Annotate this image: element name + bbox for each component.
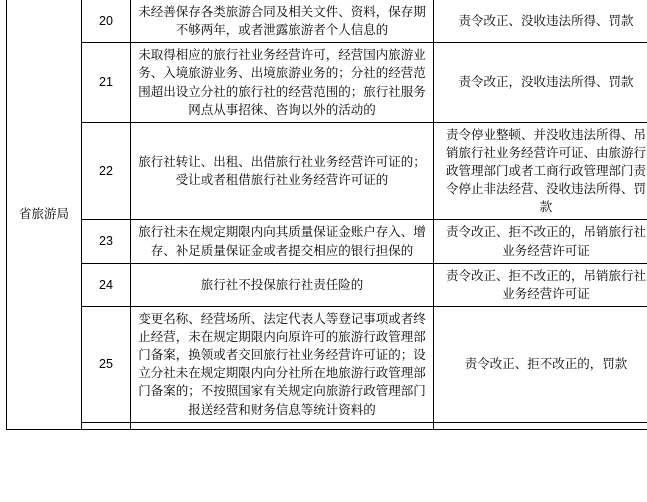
penalty-action: 责令改正，没收违法所得、罚款 xyxy=(434,43,647,123)
penalty-action: 责令改正、没收违法所得、罚款 xyxy=(434,0,647,43)
row-number: 21 xyxy=(82,43,131,123)
violation-description: 未取得相应的旅行社业务经营许可，经营国内旅游业务、入境旅游业务、出境旅游业务的；分社的经营范围超出设立分社的旅行社的经营范围的；旅行社服务网点从事招徕、咨询以外的活动的 xyxy=(131,43,434,123)
violation-description: 未经善保存各类旅游合同及相关文件、资料，保存期不够两年，或者泄露旅游者个人信息的 xyxy=(131,0,434,43)
row-number: 22 xyxy=(82,122,131,220)
violation-description: 旅行社未在规定期限内向其质量保证金账户存入、增存、补足质量保证金或者提交相应的银行担保的 xyxy=(131,220,434,263)
table-row-partial xyxy=(7,422,647,429)
row-number: 24 xyxy=(82,263,131,306)
department-label: 省旅游局 xyxy=(18,207,69,222)
violation-description: 变更名称、经营场所、法定代表人等登记事项或者终止经营，未在规定期限内向原许可的旅游行政管理部门备案，换领或者交回旅行社业务经营许可证的；设立分社未在规定期限内向分社所在地旅游行政管理部门备案的；不按照国家有关规定向旅游行政管理部门报送经营和财务信息等统计资料的 xyxy=(131,306,434,422)
table-row xyxy=(7,306,647,422)
violation-description: 旅行社不投保旅行社责任险的 xyxy=(131,263,434,306)
department-cell xyxy=(7,0,82,429)
penalty-action: 责令改正、拒不改正的，罚款 xyxy=(434,306,647,422)
penalty-action: 责令改正、拒不改正的，吊销旅行社业务经营许可证 xyxy=(434,220,647,263)
violation-description xyxy=(131,422,434,429)
table-row xyxy=(7,122,647,220)
penalty-action xyxy=(434,422,647,429)
table-body xyxy=(7,0,647,429)
row-number xyxy=(82,422,131,429)
penalty-action: 责令停业整顿、并没收违法所得、吊销旅行社业务经营许可证、由旅游行政管理部门或者工商行政管理部门责令停止非法经营、没收违法所得、罚款 xyxy=(434,122,647,220)
table-row xyxy=(7,0,647,43)
row-number: 25 xyxy=(82,306,131,422)
row-number: 20 xyxy=(82,0,131,43)
row-number: 23 xyxy=(82,220,131,263)
violation-description: 旅行社转让、出租、出借旅行社业务经营许可证的；受让或者租借旅行社业务经营许可证的 xyxy=(131,122,434,220)
penalty-table xyxy=(6,0,647,430)
table-row xyxy=(7,263,647,306)
penalty-action: 责令改正、拒不改正的，吊销旅行社业务经营许可证 xyxy=(434,263,647,306)
table-row xyxy=(7,220,647,263)
table-row xyxy=(7,43,647,123)
